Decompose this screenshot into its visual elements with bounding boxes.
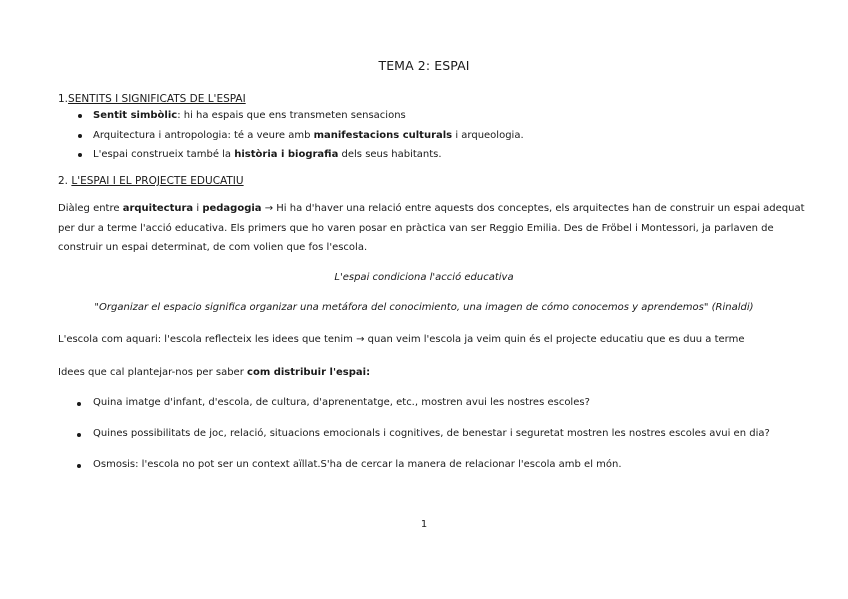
section-2-paragraph — [58, 199, 805, 258]
list-item — [77, 145, 524, 165]
section-2-heading — [58, 175, 244, 187]
paragraph-line: construir un espai determinat, de com volien que fos l'escola. — [58, 242, 368, 253]
ideas-intro — [58, 363, 784, 383]
list-item: Quina imatge d'infant, d'escola, de cultura, d'aprenentatge, etc., mostren avui les nostres escoles? — [77, 397, 770, 428]
text-run: → Hi ha d'haver una relació entre aquests dos conceptes, els arquitectes han de construir un espai adequat — [261, 203, 805, 214]
quote-rinaldi: "Organizar el espacio significa organizar una metáfora del conocimiento, una imagen de cómo conocemos y aprendemos" (Rinaldi) — [94, 302, 754, 313]
text-run: i — [193, 203, 203, 214]
text-run: Diàleg entre — [58, 203, 123, 214]
section-1-heading — [58, 93, 246, 105]
item-text: Arquitectura i antropologia: té a veure amb — [93, 129, 314, 141]
list-item: Quines possibilitats de joc, relació, situacions emocionals i cognitives, de benestar i seguretat mostren les nostres escoles avui en dia? — [77, 428, 770, 459]
item-text: : hi ha espais que ens transmeten sensacions — [177, 110, 406, 121]
bold-term: arquitectura — [122, 203, 194, 214]
paragraph-line: L'escola com aquari: l'escola reflecteix les idees que tenim → quan veim l'escola ja veim quin és el projecte educatiu que es duu a terme — [58, 334, 745, 345]
paragraph-line — [58, 199, 805, 219]
escola-aquari-text — [58, 330, 784, 350]
quote-espai: L'espai condiciona l'acció educativa — [334, 272, 514, 283]
section-2-title: L'ESPAI I EL PROJECTE EDUCATIU — [71, 175, 244, 187]
item-text: dels seus habitants. — [338, 149, 442, 160]
paragraph-line: per dur a terme l'acció educativa. Els primers que ho varen posar en pràctica van ser Reggio Emilia. Des de Fröbel i Montessori, ja parlaven de — [58, 222, 774, 234]
paragraph-line — [58, 363, 784, 383]
page-number: 1 — [420, 519, 428, 530]
section-1-title: SENTITS I SIGNIFICATS DE L'ESPAI — [68, 93, 246, 105]
item-text: L'espai construeix també la — [93, 149, 235, 160]
section-1-bullets — [77, 106, 524, 165]
list-item — [77, 106, 524, 126]
text-run: Idees que cal plantejar-nos per saber — [58, 367, 248, 378]
bold-term: història i biografia — [234, 149, 339, 160]
list-item: Osmosis: l'escola no pot ser un context aïllat.S'ha de cercar la manera de relacionar l'escola amb el món. — [77, 459, 770, 490]
bold-term: pedagogia — [202, 203, 262, 214]
document-title: TEMA 2: ESPAI — [378, 58, 470, 73]
list-item — [77, 126, 524, 146]
section-1-number: 1. — [58, 93, 69, 105]
bold-term: manifestacions culturals — [313, 129, 453, 141]
bold-term: com distribuir l'espai: — [247, 367, 371, 378]
ideas-bullets — [77, 397, 770, 490]
section-2-number: 2. — [58, 175, 69, 187]
bold-term: Sentit simbòlic — [93, 110, 178, 121]
item-text: i arqueologia. — [452, 129, 524, 141]
